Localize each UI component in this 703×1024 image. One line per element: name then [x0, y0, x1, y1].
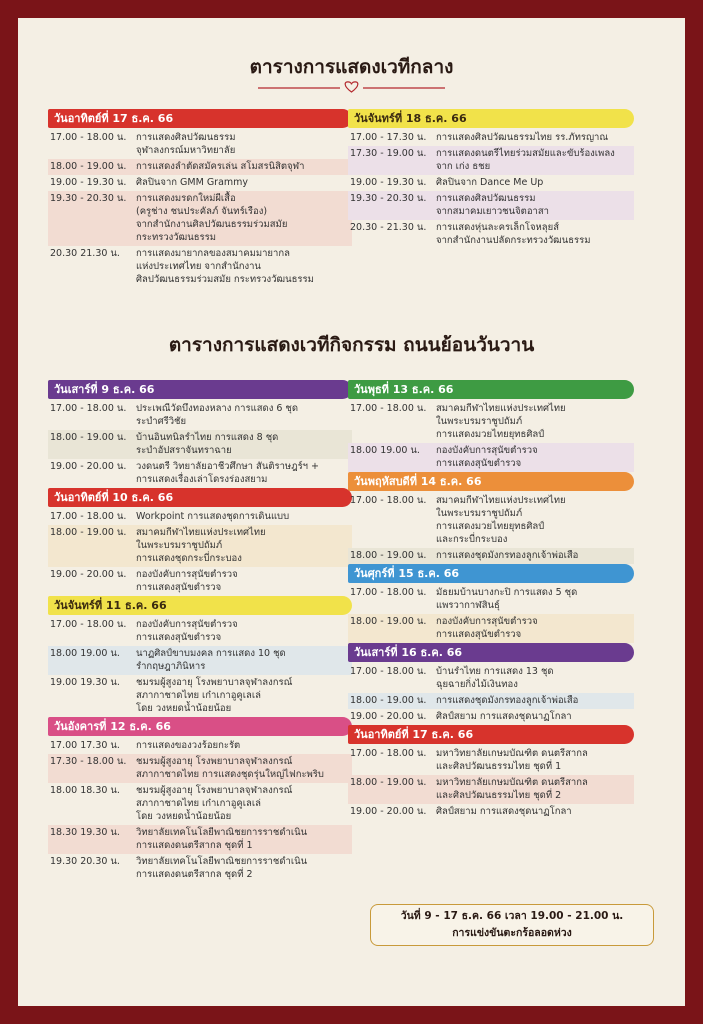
performance-description [136, 739, 352, 752]
time-range: 20.30 21.30 น. [50, 248, 120, 259]
schedule-row [48, 825, 352, 854]
description-line: ในพระบรมราชูปถัมภ์ [436, 416, 523, 427]
description-line: การแสดงมายากลของสมาคมมายากล [136, 248, 290, 259]
performance-description [136, 460, 352, 486]
note-event-line: การแข่งขันตะกร้อลอดห่วง [452, 927, 572, 939]
schedule-row [48, 617, 352, 646]
time-range: 17.00 - 18.00 น. [350, 748, 427, 759]
performance-description [436, 615, 634, 641]
schedule-list [348, 130, 634, 249]
schedule-row [348, 130, 634, 146]
schedule-row [348, 443, 634, 472]
schedule-list [348, 401, 634, 472]
description-line: และกระบี่กระบอง [436, 534, 508, 545]
performance-description [436, 747, 634, 773]
description-line: โดย วงหยดน้ำน้อยน้อย [136, 811, 232, 822]
schedule-row [48, 854, 352, 883]
day-header: วันศุกร์ที่ 15 ธ.ค. 66 [348, 564, 634, 583]
schedule-row [348, 493, 634, 548]
performance-description [436, 710, 634, 723]
description-line: การแสดงดนตรีไทยร่วมสมัยและขับร้องเพลง [436, 148, 615, 159]
day-header: วันจันทร์ที่ 11 ธ.ค. 66 [48, 596, 352, 615]
schedule-row [48, 191, 352, 246]
description-line: จากสำนักงานศิลปวัฒนธรรมร่วมสมัย [136, 219, 288, 230]
description-line: ศิลปวัฒนธรรมร่วมสมัย กระทรวงวัฒนธรรม [136, 274, 314, 285]
time-range: 18.00 - 19.00 น. [350, 550, 427, 561]
schedule-row [48, 738, 352, 754]
schedule-row [48, 783, 352, 825]
description-line: Workpoint การแสดงชุดการเดินแบบ [136, 511, 290, 522]
schedule-row [348, 191, 634, 220]
day-header: วันเสาร์ที่ 16 ธ.ค. 66 [348, 643, 634, 662]
time-range: 17.00 17.30 น. [50, 740, 120, 751]
schedule-row [48, 525, 352, 567]
time-range: 19.00 - 19.30 น. [350, 177, 427, 188]
time-range: 20.30 - 21.30 น. [350, 222, 427, 233]
description-line: กองบังคับการสุนัขตำรวจ [136, 569, 238, 580]
time-range: 17.30 - 19.00 น. [350, 148, 427, 159]
description-line: การแสดงชุดกระบี่กระบอง [136, 553, 242, 564]
performance-description [436, 776, 634, 802]
performance-description [136, 431, 352, 457]
schedule-list [48, 738, 352, 883]
description-line: จุฬาลงกรณ์มหาวิทยาลัย [136, 145, 236, 156]
schedule-row [348, 775, 634, 804]
time-range: 18.00 19.00 น. [350, 445, 420, 456]
description-line: การแสดงหุ่นละครเล็กโจหลุยส์ [436, 222, 559, 233]
time-range: 17.00 - 18.00 น. [50, 403, 127, 414]
main-stage-left-column [48, 109, 352, 288]
time-range: 17.00 - 18.00 น. [350, 495, 427, 506]
performance-description [436, 176, 634, 189]
schedule-row [48, 567, 352, 596]
time-range: 18.00 19.00 น. [50, 648, 120, 659]
time-range: 19.00 - 20.00 น. [50, 461, 127, 472]
time-range: 18.00 - 19.00 น. [50, 161, 127, 172]
day-header: วันจันทร์ที่ 18 ธ.ค. 66 [348, 109, 634, 128]
description-line: กองบังคับการสุนัขตำรวจ [136, 619, 238, 630]
schedule-row [348, 401, 634, 443]
time-range: 19.00 - 19.30 น. [50, 177, 127, 188]
description-line: นาฏศิลป์ขาบมงคล การแสดง 10 ชุด [136, 648, 286, 659]
description-line: การแสดงสุนัขตำรวจ [436, 629, 522, 640]
day-header: วันอังคารที่ 12 ธ.ค. 66 [48, 717, 352, 736]
description-line: การแสดงของวงร้อยกะรัต [136, 740, 241, 751]
description-line: กระทรวงวัฒนธรรม [136, 232, 216, 243]
time-range: 19.30 - 20.30 น. [50, 193, 127, 204]
performance-description [136, 676, 352, 715]
description-line: ระบำศรีวิชัย [136, 416, 187, 427]
description-line: ศิลปินจาก Dance Me Up [436, 177, 544, 188]
description-line: มัธยมบ้านบางกะปิ การแสดง 5 ชุด [436, 587, 578, 598]
performance-description [136, 510, 352, 523]
schedule-row [348, 664, 634, 693]
main-stage-right-column [348, 109, 634, 249]
description-line: ฉุยฉายกิ่งไม้เงินทอง [436, 679, 518, 690]
performance-description [436, 694, 634, 707]
description-line: จากสมาคมเยาวชนจิตอาสา [436, 206, 549, 217]
time-range: 18.00 - 19.00 น. [350, 616, 427, 627]
schedule-list [48, 617, 352, 717]
description-line: สมาคมกีฬาไทยแห่งประเทศไทย [436, 403, 566, 414]
activity-left-column [48, 380, 352, 883]
performance-description [136, 402, 352, 428]
schedule-row [348, 614, 634, 643]
description-line: สภากาชาดไทย เก๋าเกาอูคูเลเล่ [136, 798, 261, 809]
description-line: วงดนตรี วิทยาลัยอาชีวศึกษา สันติราษฎร์ฯ + [136, 461, 319, 472]
description-line: การแสดงลำตัดสมัครเล่น สโมสรนิสิตจุฬา [136, 161, 305, 172]
description-line: สภากาชาดไทย การแสดงชุดรุ่นใหญ่ไฟกะพริบ [136, 769, 324, 780]
schedule-row [348, 709, 634, 725]
day-header: วันพฤหัสบดีที่ 14 ธ.ค. 66 [348, 472, 634, 491]
schedule-row [348, 693, 634, 709]
time-range: 19.30 - 20.30 น. [350, 193, 427, 204]
performance-description [136, 826, 352, 852]
schedule-list [348, 585, 634, 643]
description-line: การแสดงชุดมังกรทองลูกเจ้าพ่อเสือ [436, 550, 579, 561]
schedule-row [48, 159, 352, 175]
performance-description [436, 549, 634, 562]
performance-description [136, 618, 352, 644]
description-line: รำกฤษฎาภินิหาร [136, 661, 206, 672]
description-line: จาก เก่ง ธชย [436, 161, 491, 172]
description-line: (ครูช่าง ชนประคัลภ์ จันทร์เรือง) [136, 206, 268, 217]
schedule-list [48, 401, 352, 488]
schedule-row [48, 754, 352, 783]
schedule-row [348, 220, 634, 249]
performance-description [436, 221, 634, 247]
description-line: การแสดงดนตรีสากล ชุดที่ 1 [136, 840, 253, 851]
schedule-row [348, 585, 634, 614]
schedule-row [48, 246, 352, 288]
description-line: โดย วงหยดน้ำน้อยน้อย [136, 703, 232, 714]
time-range: 17.00 - 18.00 น. [50, 132, 127, 143]
time-range: 17.00 - 17.30 น. [350, 132, 427, 143]
time-range: 19.00 - 20.00 น. [350, 806, 427, 817]
performance-description [136, 647, 352, 673]
description-line: สภากาชาดไทย เก๋าเกาอูคูเลเล่ [136, 690, 261, 701]
day-header: วันอาทิตย์ที่ 17 ธ.ค. 66 [48, 109, 352, 128]
schedule-row [48, 509, 352, 525]
description-line: บ้านอินทนิลรำไทย การแสดง 8 ชุด [136, 432, 279, 443]
description-line: ศิลปินจาก GMM Grammy [136, 177, 249, 188]
description-line: ศิลป์สยาม การแสดงชุดนาฏโกลา [436, 711, 572, 722]
performance-description [436, 665, 634, 691]
time-range: 18.00 - 19.00 น. [50, 527, 127, 538]
description-line: สมาคมกีฬาไทยแห่งประเทศไทย [436, 495, 566, 506]
description-line: มหาวิทยาลัยเกษมบัณฑิต ดนตรีสากล [436, 777, 588, 788]
day-header: วันอาทิตย์ที่ 10 ธ.ค. 66 [48, 488, 352, 507]
description-line: การแสดงชุดมังกรทองลูกเจ้าพ่อเสือ [436, 695, 579, 706]
description-line: และศิลปวัฒนธรรมไทย ชุดที่ 1 [436, 761, 562, 772]
time-range: 17.30 - 18.00 น. [50, 756, 127, 767]
day-header: วันอาทิตย์ที่ 17 ธ.ค. 66 [348, 725, 634, 744]
performance-description [436, 494, 634, 546]
time-range: 17.00 - 18.00 น. [350, 666, 427, 677]
description-line: มหาวิทยาลัยเกษมบัณฑิต ดนตรีสากล [436, 748, 588, 759]
schedule-list [48, 130, 352, 288]
time-range: 19.00 - 20.00 น. [350, 711, 427, 722]
performance-description [136, 755, 352, 781]
schedule-list [348, 746, 634, 820]
time-range: 17.00 - 18.00 น. [350, 587, 427, 598]
time-range: 17.00 - 18.00 น. [50, 619, 127, 630]
activity-stage-title: ตารางการแสดงเวทีกิจกรรม ถนนย้อนวันวาน [168, 334, 535, 356]
schedule-row [48, 675, 352, 717]
description-line: กองบังคับการสุนัขตำรวจ [436, 445, 538, 456]
performance-description [136, 526, 352, 565]
poster-sheet [18, 18, 685, 1006]
description-line: การแสดงศิลปวัฒนธรรม [436, 193, 536, 204]
description-line: การแสดงศิลปวัฒนธรรม [136, 132, 236, 143]
schedule-row [48, 401, 352, 430]
description-line: ระบำอัปสราจันทราฉาย [136, 445, 232, 456]
schedule-row [48, 459, 352, 488]
time-range: 18.30 19.30 น. [50, 827, 120, 838]
description-line: การแสดงศิลปวัฒนธรรมไทย รร.ภัทรญาณ [436, 132, 609, 143]
description-line: แห่งประเทศไทย จากสำนักงาน [136, 261, 261, 272]
schedule-list [348, 493, 634, 564]
performance-description [136, 855, 352, 881]
performance-description [436, 444, 634, 470]
description-line: ประเพณีวัดบึงทองหลาง การแสดง 6 ชุด [136, 403, 299, 414]
description-line: การแสดงสุนัขตำรวจ [436, 458, 522, 469]
schedule-list [348, 664, 634, 725]
description-line: และศิลปวัฒนธรรมไทย ชุดที่ 2 [436, 790, 562, 801]
time-range: 18.00 - 19.00 น. [350, 695, 427, 706]
description-line: วิทยาลัยเทคโนโลยีพาณิชยการราชดำเนิน [136, 856, 308, 867]
performance-description [136, 160, 352, 173]
description-line: ชมรมผู้สูงอายุ โรงพยาบาลจุฬาลงกรณ์ [136, 785, 293, 796]
schedule-row [348, 804, 634, 820]
schedule-row [48, 130, 352, 159]
divider-ornament-icon [18, 80, 685, 94]
performance-description [436, 805, 634, 818]
description-line: แพรวากาฬสินธุ์ [436, 600, 500, 611]
description-line: การแสดงดนตรีสากล ชุดที่ 2 [136, 869, 253, 880]
schedule-row [48, 430, 352, 459]
schedule-list [48, 509, 352, 596]
description-line: การแสดงเรื่องเล่าโดรงร่องสยาม [136, 474, 268, 485]
schedule-row [348, 146, 634, 175]
note-date-line: วันที่ 9 - 17 ธ.ค. 66 เวลา 19.00 - 21.00 น. [400, 910, 624, 922]
performance-description [136, 192, 352, 244]
description-line: ชมรมผู้สูงอายุ โรงพยาบาลจุฬาลงกรณ์ [136, 756, 293, 767]
description-line: การแสดงมวยไทยยุทธศิลป์ [436, 521, 545, 532]
performance-description [136, 784, 352, 823]
schedule-row [48, 646, 352, 675]
schedule-row [48, 175, 352, 191]
description-line: สมาคมกีฬาไทยแห่งประเทศไทย [136, 527, 266, 538]
time-range: 19.00 19.30 น. [50, 677, 120, 688]
description-line: กองบังคับการสุนัขตำรวจ [436, 616, 538, 627]
takraw-note-box [370, 904, 654, 946]
description-line: การแสดงสุนัขตำรวจ [136, 632, 222, 643]
description-line: จากสำนักงานปลัดกระทรวงวัฒนธรรม [436, 235, 591, 246]
time-range: 19.00 - 20.00 น. [50, 569, 127, 580]
time-range: 17.00 - 18.00 น. [50, 511, 127, 522]
performance-description [136, 568, 352, 594]
schedule-row [348, 746, 634, 775]
performance-description [136, 247, 352, 286]
performance-description [436, 131, 634, 144]
description-line: บ้านรำไทย การแสดง 13 ชุด [436, 666, 554, 677]
schedule-row [348, 175, 634, 191]
description-line: ในพระบรมราชูปถัมภ์ [436, 508, 523, 519]
time-range: 17.00 - 18.00 น. [350, 403, 427, 414]
description-line: การแสดงสุนัขตำรวจ [136, 582, 222, 593]
performance-description [136, 131, 352, 157]
description-line: วิทยาลัยเทคโนโลยีพาณิชยการราชดำเนิน [136, 827, 308, 838]
description-line: ศิลป์สยาม การแสดงชุดนาฏโกลา [436, 806, 572, 817]
performance-description [436, 147, 634, 173]
day-header: วันพุธที่ 13 ธ.ค. 66 [348, 380, 634, 399]
description-line: ชมรมผู้สูงอายุ โรงพยาบาลจุฬาลงกรณ์ [136, 677, 293, 688]
performance-description [436, 192, 634, 218]
description-line: การแสดงมวยไทยยุทธศิลป์ [436, 429, 545, 440]
time-range: 18.00 - 19.00 น. [350, 777, 427, 788]
description-line: ในพระบรมราชูปถัมภ์ [136, 540, 223, 551]
description-line: การแสดงมรดกใหม่ผีเสื้อ [136, 193, 236, 204]
time-range: 18.00 - 19.00 น. [50, 432, 127, 443]
performance-description [436, 402, 634, 441]
performance-description [436, 586, 634, 612]
time-range: 19.30 20.30 น. [50, 856, 120, 867]
day-header: วันเสาร์ที่ 9 ธ.ค. 66 [48, 380, 352, 399]
performance-description [136, 176, 352, 189]
main-stage-title: ตารางการแสดงเวทีกลาง [249, 56, 454, 78]
activity-right-column [348, 380, 634, 820]
schedule-row [348, 548, 634, 564]
time-range: 18.00 18.30 น. [50, 785, 120, 796]
